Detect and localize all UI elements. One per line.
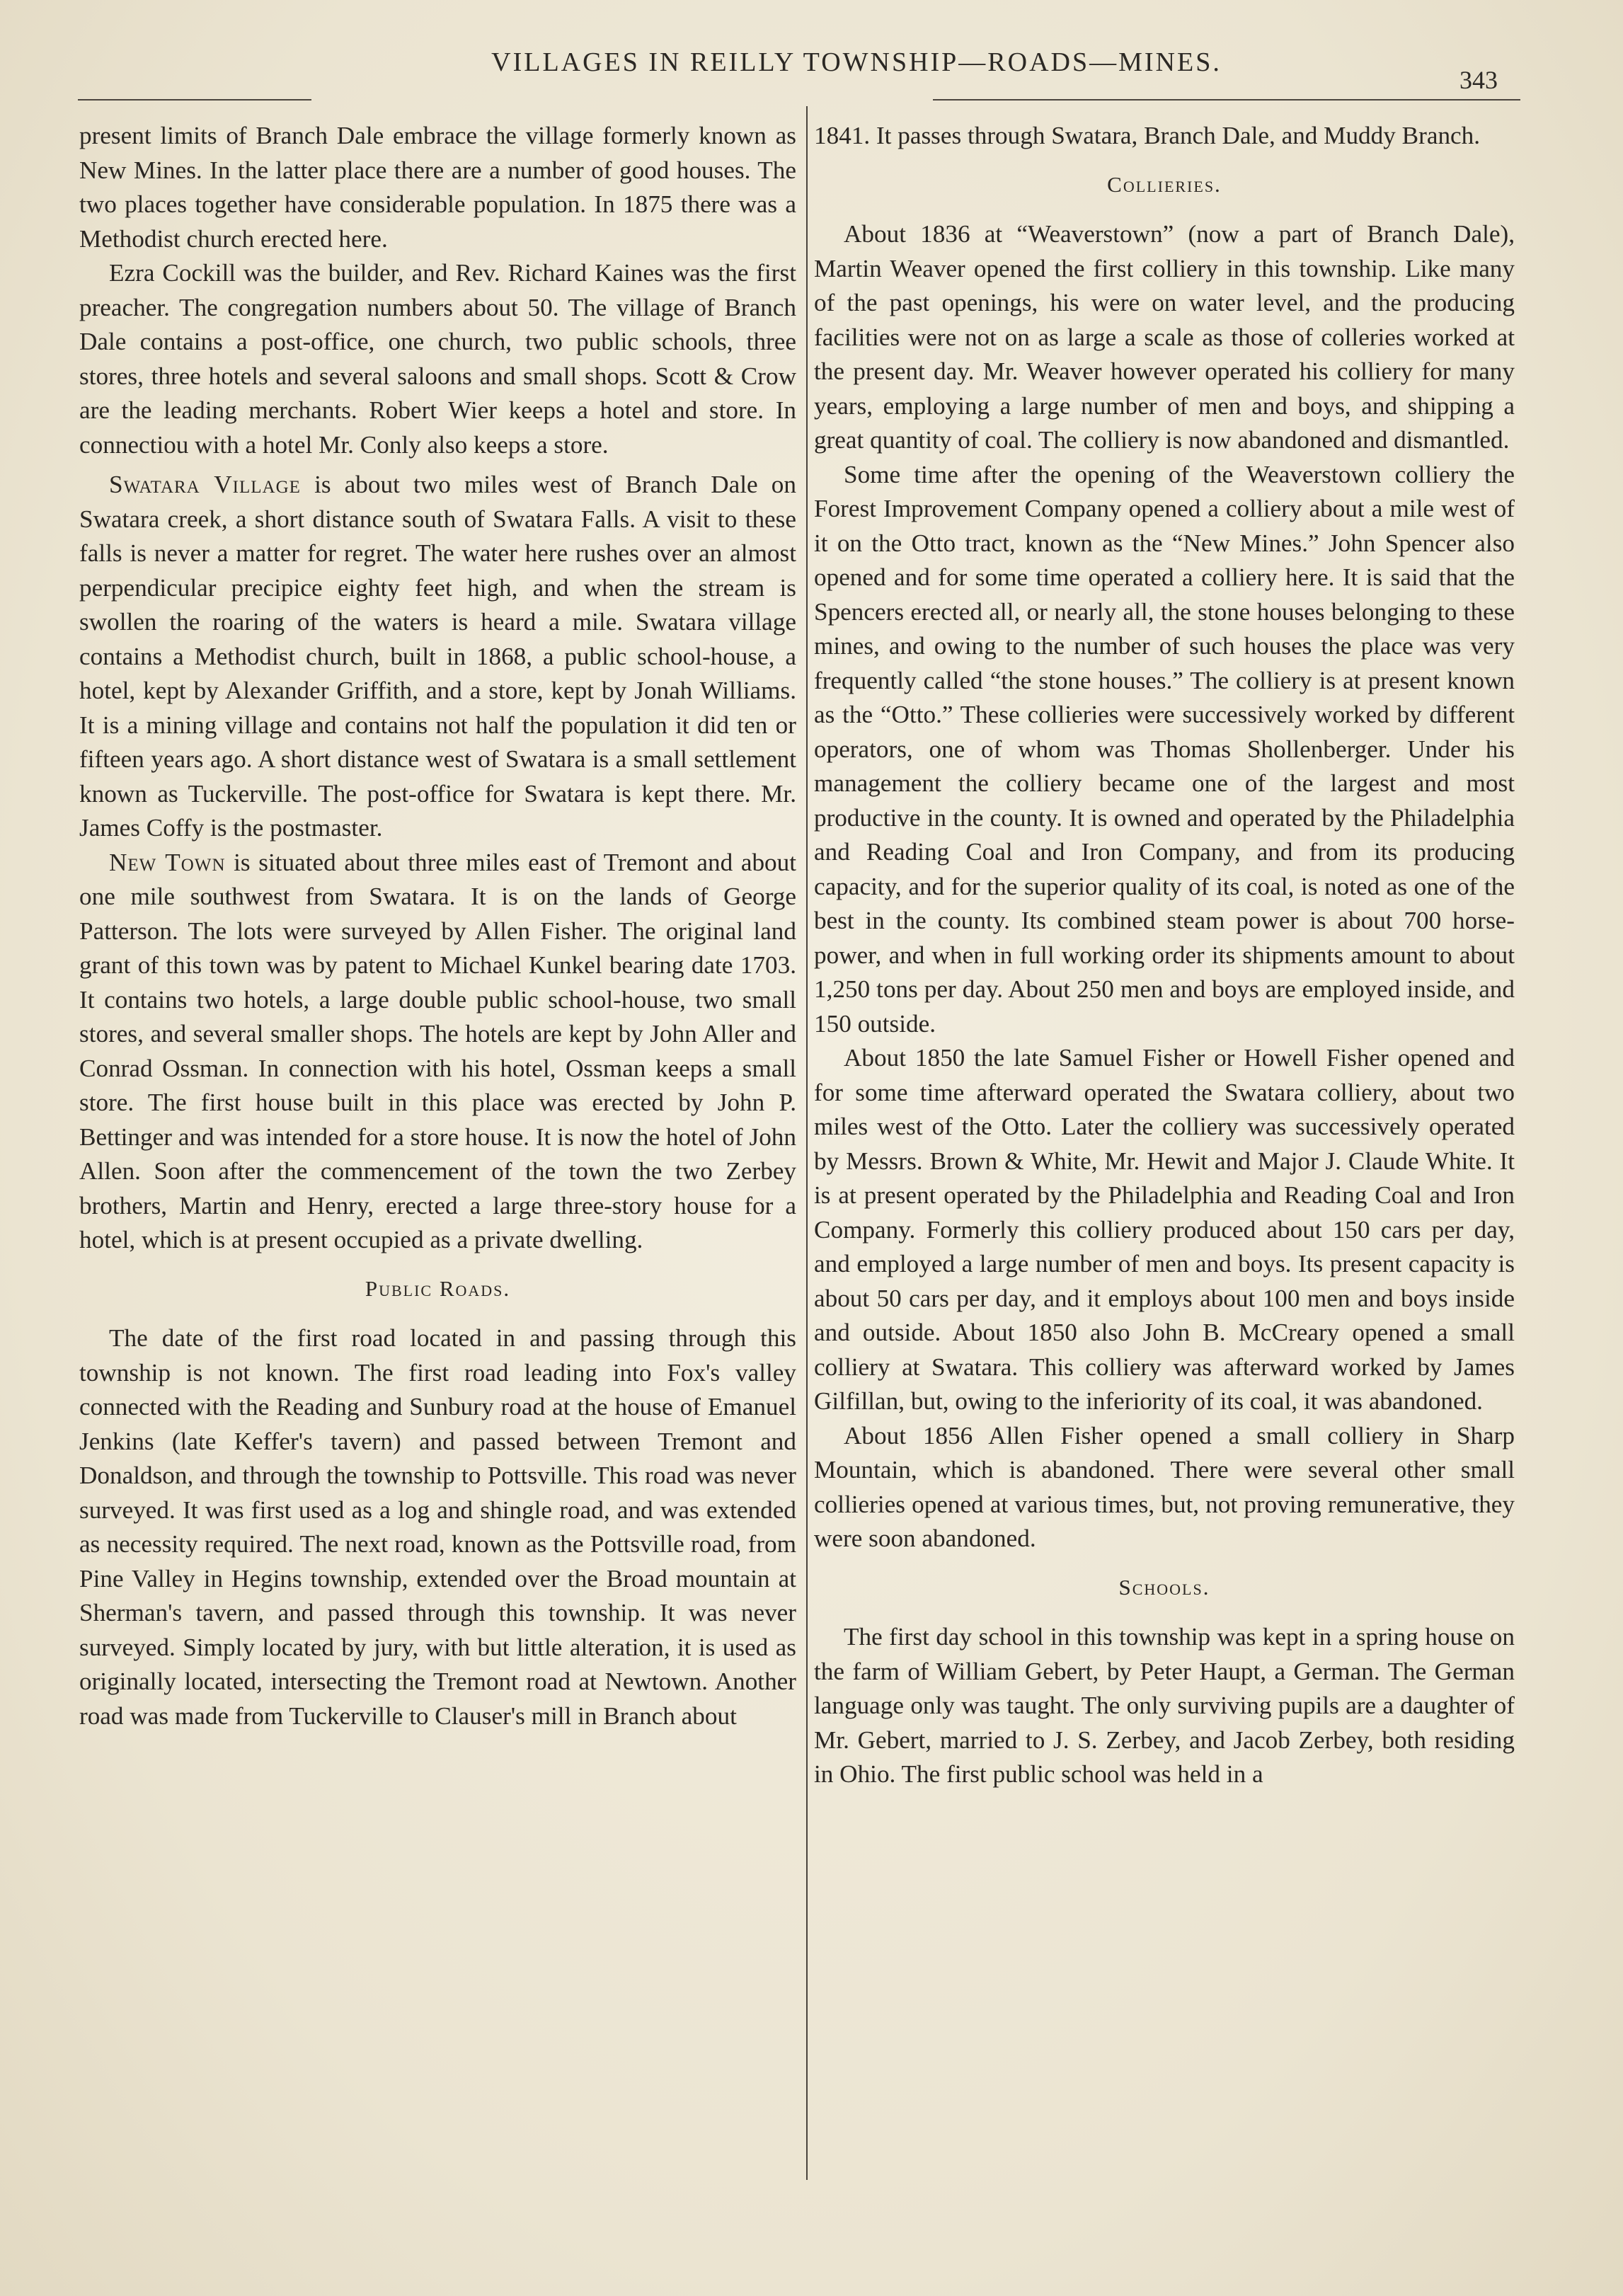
paragraph-swatara-village xyxy=(79,468,796,846)
paragraph-weaverstown: About 1836 at “Weaverstown” (now a part of Branch Dale), Martin Weaver opened the first colliery in this township. Like many of the past openings, his were on water level, and the producing facilities were not on as large a scale as those of colleries worked at the present day. Mr. Weaver however operated his colliery for many years, employing a large number of men and boys, and shipping a great quantity of coal. The colliery is now abandoned and dismantled. xyxy=(814,220,1515,454)
section-heading-public-roads: Public Roads. xyxy=(365,1275,511,1301)
right-column xyxy=(814,119,1515,1792)
header-rule-right xyxy=(933,99,1520,101)
swatara-village-text: is about two miles west of Branch Dale on Swatara creek, a short distance south of Swatara Falls. A visit to these falls is never a matter for regret. The water here rushes over an almost perpendicular precipice eighty feet high, and when the stream is swollen the roaring of the waters is heard a mile. Swatara village contains a Methodist church, built in 1868, a public school-house, a hotel, kept by Alexander Griffith, and a store, kept by Jonah Williams. It is a mining village and contains not half the population it did ten or fifteen years ago. A short distance west of Swatara is a small settlement known as Tuckerville. The post-office for Swatara is kept there. Mr. James Coffy is the postmaster. xyxy=(79,471,796,842)
paragraph-schools: The first day school in this township was kept in a spring house on the farm of William Gebert, by Peter Haupt, a German. The German language only was taught. The only surviving pupils are a daughter of Mr. Gebert, married to J. S. Zerbey, and Jacob Zerbey, both residing in Ohio. The first public school was held in a xyxy=(814,1623,1515,1788)
paragraph-branch-dale: present limits of Branch Dale embrace the village formerly known as New Mines. In the latter place there are a number of good houses. The two places together have considerable population. In 1875 there was a Methodist church erected here. xyxy=(79,122,796,253)
paragraph-road-continuation: 1841. It passes through Swatara, Branch Dale, and Muddy Branch. xyxy=(814,122,1481,149)
paragraph-otto-colliery: Some time after the opening of the Weaverstown colliery the Forest Improvement Company opened a colliery about a mile west of it on the Otto tract, known as the “New Mines.” John Spencer also opened and for some time operated a colliery here. It is said that the Spencers erected all, or nearly all, the stone houses belonging to these mines, and owing to the number of such houses the place was very frequently called “the stone houses.” The colliery is at present known as the “Otto.” These collieries were successively worked by different operators, one of whom was Thomas Shollenberger. Under his management the colliery became one of the largest and most productive in the county. It is owned and operated by the Philadelphia and Reading Coal and Iron Company, and from its producing capacity, and for the superior quality of its coal, is noted as one of the best in the county. Its combined steam power is about 700 horse-power, and when in full working order its shipments amount to about 1,250 tons per day. About 250 men and boys are employed inside, and 150 outside. xyxy=(814,460,1515,1038)
paragraph-sharp-mountain: About 1856 Allen Fisher opened a small colliery in Sharp Mountain, which is abandoned. There were several other small collieries opened at various times, but, not proving remunerative, they were soon abandoned. xyxy=(814,1421,1515,1552)
page-number: 343 xyxy=(1459,66,1498,94)
section-heading-schools: Schools. xyxy=(1118,1574,1210,1600)
paragraph-methodist-church: Ezra Cockill was the builder, and Rev. Richard Kaines was the first preacher. The congregation numbers about 50. The village of Branch Dale contains a post-office, one church, two public schools, three stores, three hotels and several saloons and small shops. Scott & Crow are the leading merchants. Robert Wier keeps a hotel and store. In connectiou with a hotel Mr. Conly also keeps a store. xyxy=(79,259,796,459)
running-header: VILLAGES IN REILLY TOWNSHIP—ROADS—MINES. xyxy=(491,47,1222,77)
paragraph-swatara-colliery: About 1850 the late Samuel Fisher or Howell Fisher opened and for some time afterward operated the Swatara colliery, about two miles west of the Otto. Later the colliery was successively operated by Messrs. Brown & White, Mr. Hewit and Major J. Claude White. It is at present operated by the Philadelphia and Reading Coal and Iron Company. Formerly this colliery produced about 150 cars per day, and employed a large number of men and boys. Its present capacity is about 50 cars per day, and it employs about 100 men and boys inside and outside. About 1850 also John B. McCreary opened a small colliery at Swatara. This colliery was afterward worked by James Gilfillan, but, owing to the inferiority of its coal, it was abandoned. xyxy=(814,1044,1515,1415)
paragraph-new-town xyxy=(79,846,796,1258)
new-town-text: is situated about three miles east of Tremont and about one mile southwest from Swatara. It is on the lands of George Patterson. The lots were surveyed by Allen Fisher. The original land grant of this town was by patent to Michael Kunkel bearing date 1703. It contains two hotels, a large double public school-house, two small stores, and several smaller shops. The hotels are kept by John Aller and Conrad Ossman. In connection with his hotel, Ossman keeps a small store. The first house built in this place was erected by John P. Bettinger and was intended for a store house. It is now the hotel of John Allen. Soon after the commencement of the town the two Zerbey brothers, Martin and Henry, erected a large three-story house for a hotel, which is at present occupied as a private dwelling. xyxy=(79,848,796,1253)
paragraph-public-roads: The date of the first road located in and passing through this township is not known. The first road leading into Fox's valley connected with the Reading and Sunbury road at the house of Emanuel Jenkins (late Keffer's tavern) and passed between Tremont and Donaldson, and through the township to Pottsville. This road was never surveyed. It was first used as a log and shingle road, and was extended as necessity required. The next road, known as the Pottsville road, from Pine Valley in Hegins township, extended over the Broad mountain at Sherman's tavern, and passed through this township. It was never surveyed. Simply located by jury, with but little alteration, it is used as originally located, intersecting the Tremont road at Newtown. Another road was made from Tuckerville to Clauser's mill in Branch about xyxy=(79,1324,796,1730)
new-town-lead: New Town xyxy=(109,848,226,876)
header-rule-left xyxy=(78,99,311,101)
column-divider xyxy=(806,106,808,2180)
left-column xyxy=(79,119,796,1733)
swatara-village-lead: Swatara Village xyxy=(109,471,301,498)
section-heading-collieries: Collieries. xyxy=(1107,171,1222,197)
